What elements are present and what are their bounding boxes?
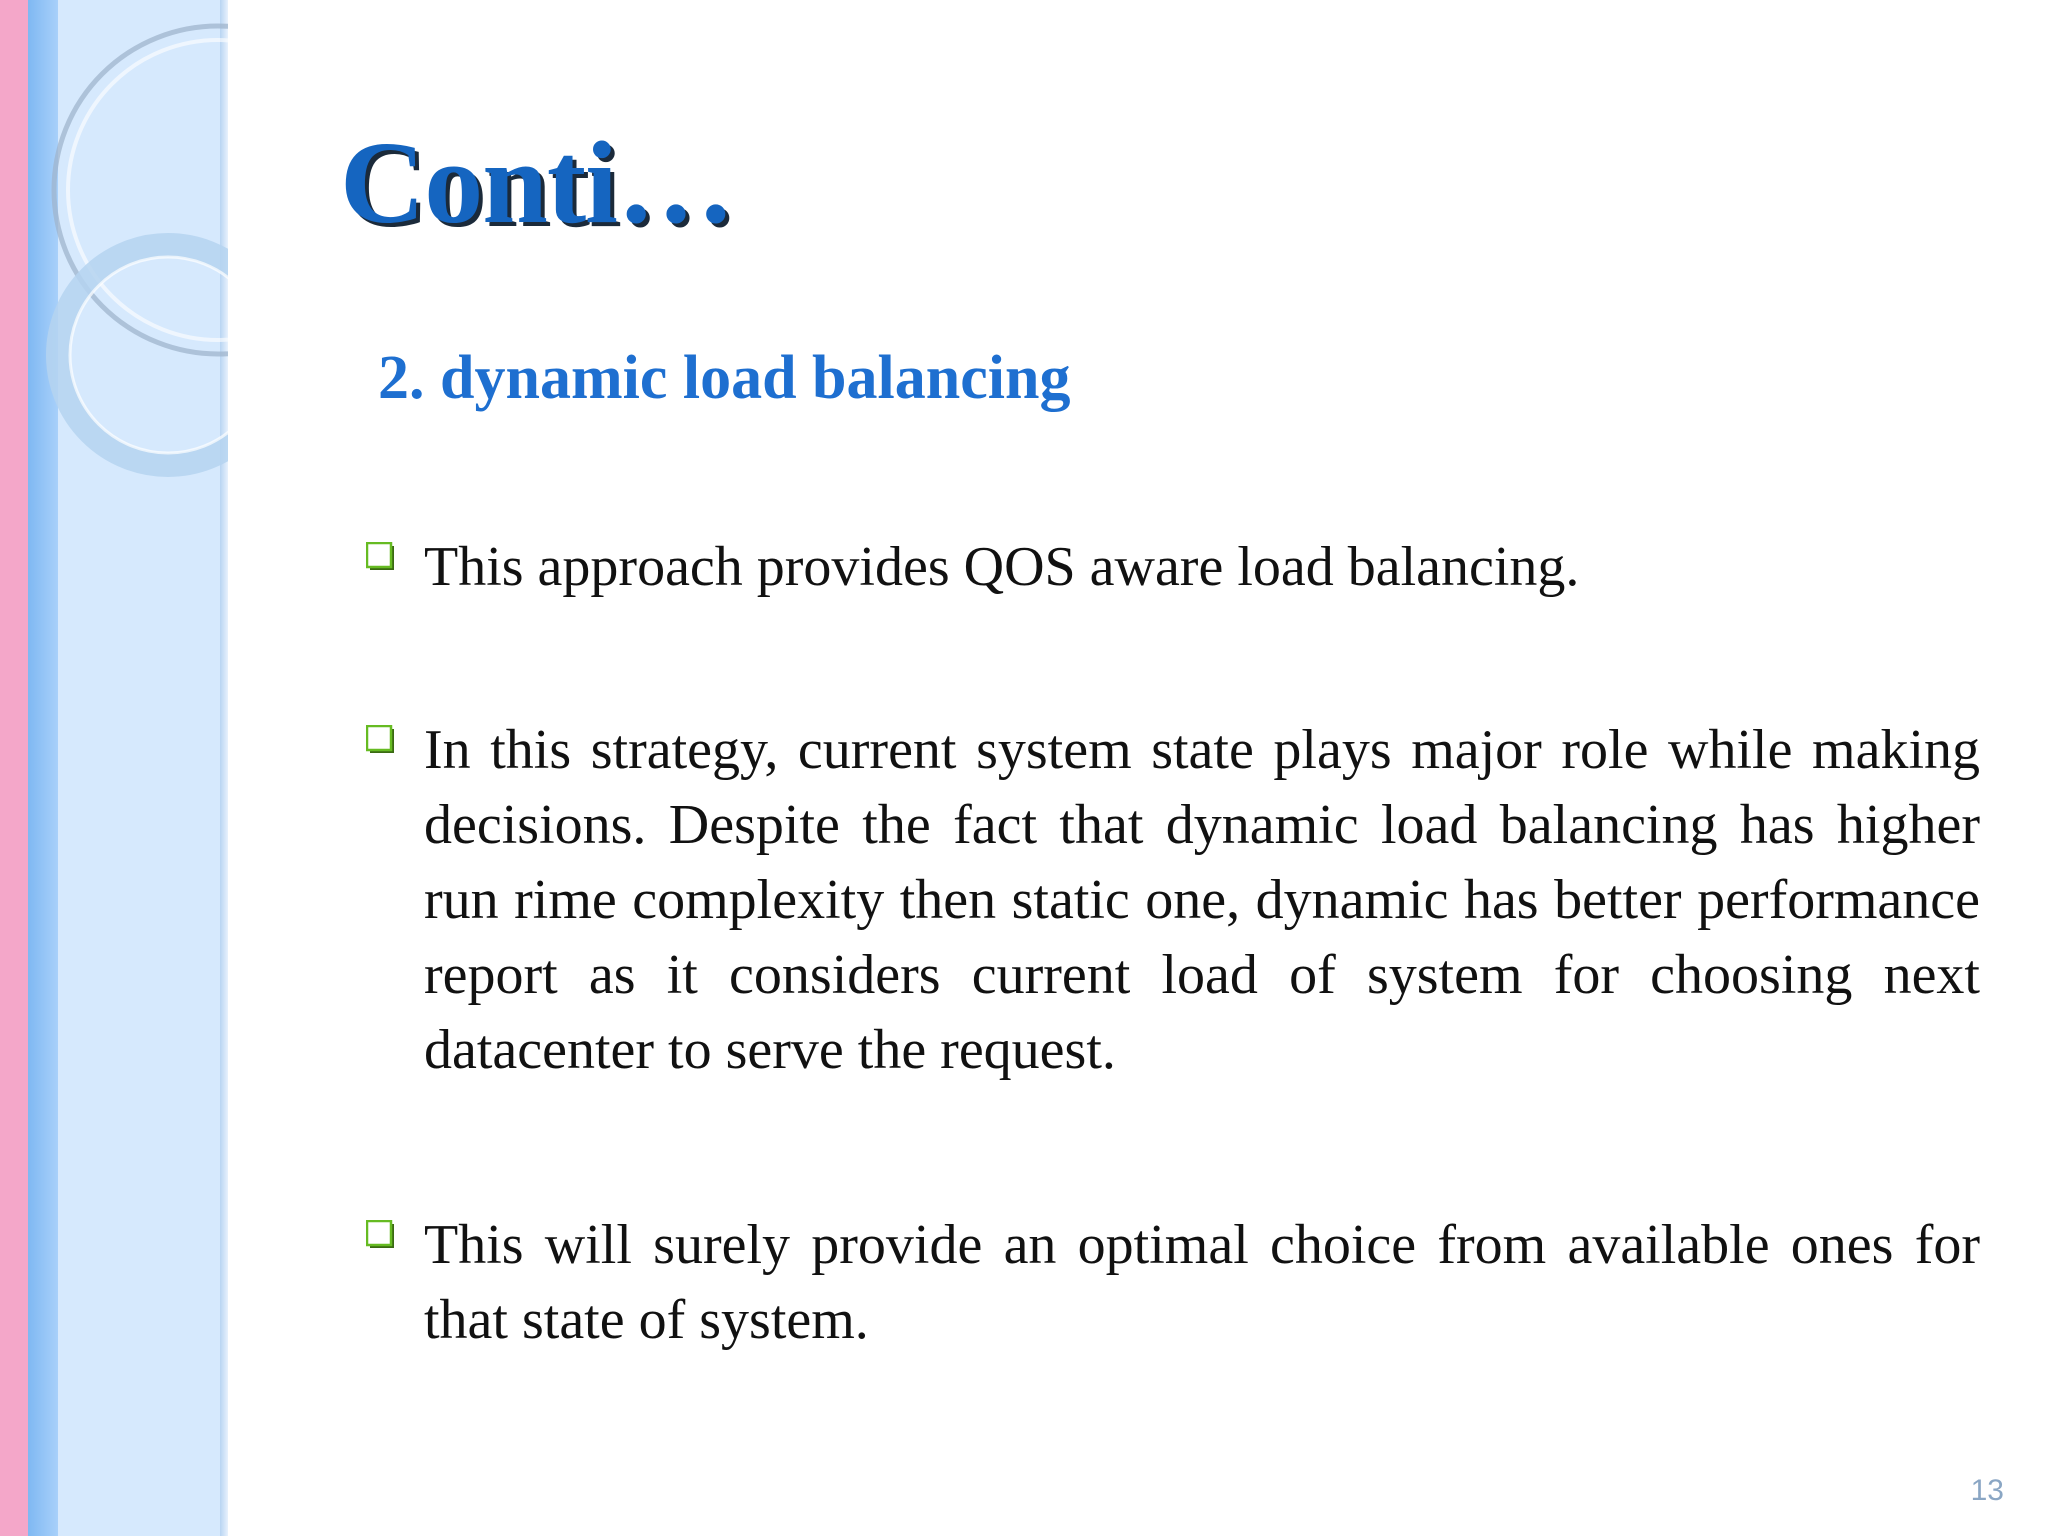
bullet-text: In this strategy, current system state plays major role while making decisions. Despite the fact that dynamic load balancing has higher run rime complexity then static one, dynamic has better performance report as it considers current load of system for choosing next datacenter to serve the request.	[424, 719, 1980, 1081]
bullet-item	[360, 1208, 1980, 1358]
bullet-text: This will surely provide an optimal choice from available ones for that state of system.	[424, 1214, 1980, 1351]
checkbox-bullet-icon	[366, 542, 396, 572]
bullet-list	[360, 530, 1980, 1358]
checkbox-bullet-icon	[366, 1220, 396, 1250]
bullet-item	[360, 530, 1980, 605]
circle-decoration-icon	[0, 0, 228, 520]
bullet-item	[360, 713, 1980, 1088]
left-decorative-band	[0, 0, 228, 1536]
checkbox-bullet-icon	[366, 725, 396, 755]
slide-title: Conti…	[340, 117, 734, 248]
page-number: 13	[1970, 1474, 2004, 1507]
slide-subtitle: 2. dynamic load balancing	[378, 344, 1071, 412]
bullet-text: This approach provides QOS aware load balancing.	[424, 536, 1580, 598]
